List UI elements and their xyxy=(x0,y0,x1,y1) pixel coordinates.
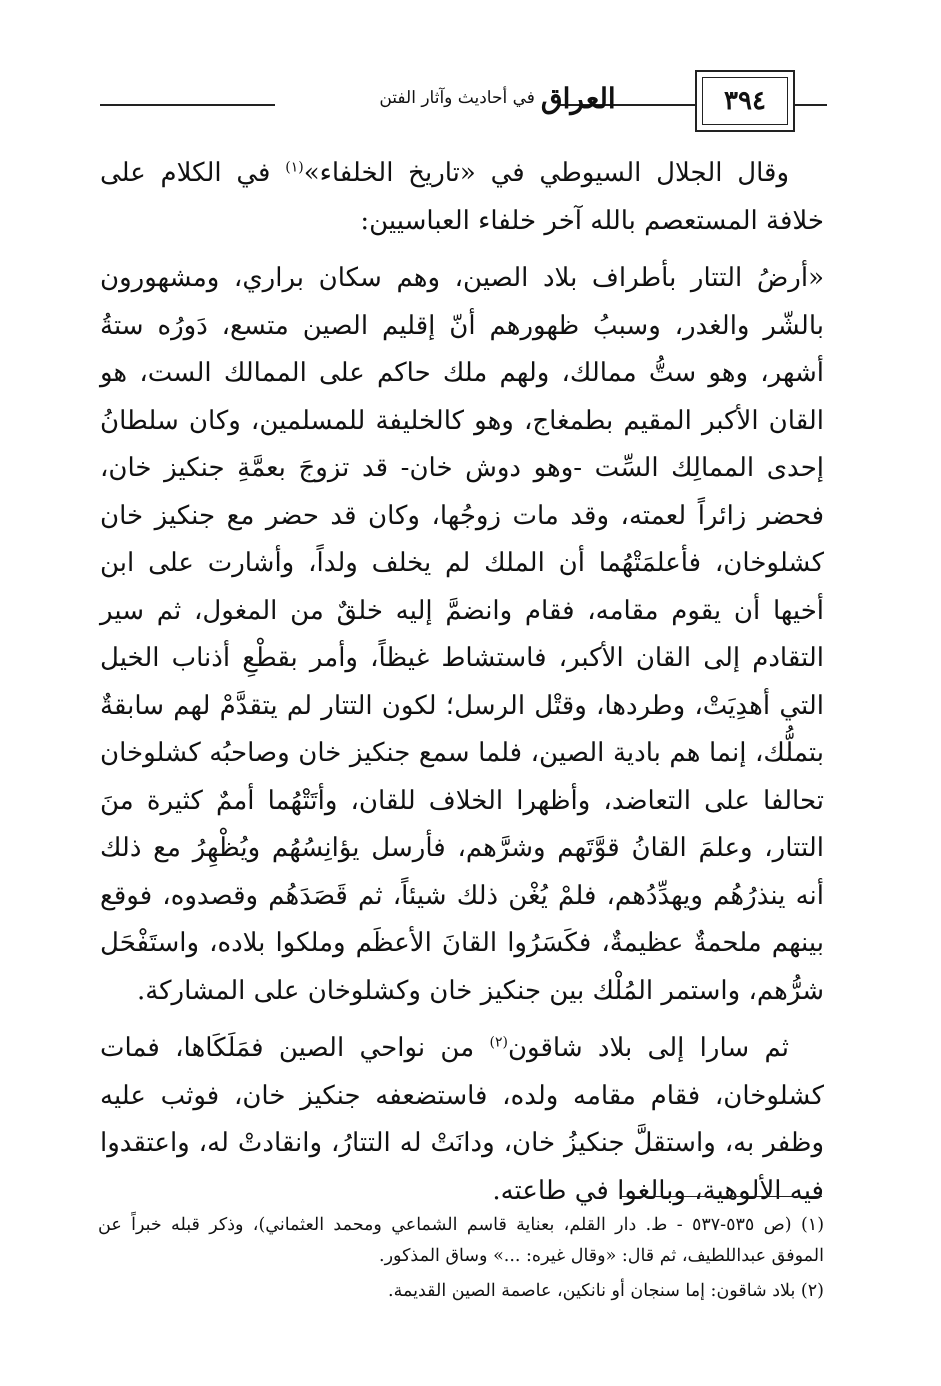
body-text xyxy=(100,150,824,1215)
page-number-box xyxy=(695,70,795,132)
closing-paragraph xyxy=(100,1025,824,1215)
quote-paragraph: «أرضُ التتار بأطراف بلاد الصين، وهم سكان براري، ومشهورون بالشّر والغدر، وسببُ ظهورهم أنّ إقليم الصين متسع، دَورُه ستةُ أشهر، وهو ستُّ ممالك، ولهم ملك حاكم على الممالك الست، هو القان الأكبر المقيم بطمغاج، وهو كالخليفة للمسلمين، وكان سلطانُ إحدى الممالِك السِّت -وهو دوش خان- قد تزوجَ بعمَّةِ جنكيز خان، فحضر زائراً لعمته، وقد مات زوجُها، وكان قد حضر مع جنكيز خان كشلوخان، فأعلمَتْهُما أن الملك لم يخلف ولداً، وأشارت على ابن أخيها أن يقوم مقامه، فقام وانضمَّ إليه خلقٌ من المغول، ثم سير التقادم إلى القان الأكبر، فاستشاط غيظاً، وأمر بقطْعِ أذناب الخيل التي أهدِيَتْ، وطردها، وقتْل الرسل؛ لكون التتار لم يتقدَّمْ لهم سابقةٌ بتملُّك، إنما هم بادية الصين، فلما سمع جنكيز خان وصاحبُه كشلوخان تحالفا على التعاضد، وأظهرا الخلاف للقان، وأتَتْهُما أممٌ كثيرة منَ التتار، وعلمَ القانُ قوَّتَهم وشرَّهم، فأرسل يؤانِسُهُم ويُظْهِرُ مع ذلك أنه ينذرُهُم ويهدِّدُهم، فلمْ يُغْن ذلك شيئاً، ثم قَصَدَهُم وقصدوه، فوقع بينهم ملحمةٌ عظيمةٌ، فكَسَرُوا القانَ الأعظَم وملكوا بلاده، واستَفْحَل شرُّهم، واستمر المُلْك بين جنكيز خان وكشلوخان على المشاركة. xyxy=(100,263,824,1006)
footnote-2: (٢) بلاد شاقون: إما سنجان أو نانكين، عاصمة الصين القديمة. xyxy=(388,1281,824,1301)
running-title-main: العراق xyxy=(540,81,616,115)
page-header xyxy=(0,0,941,150)
footnote-1: (١) (ص ٥٣٥-٥٣٧ - ط. دار القلم، بعناية قاسم الشماعي ومحمد العثماني)، وذكر قبله خبراً عن الموفق عبداللطيف، ثم قال: «وقال غيره: ...» وساق المذكور. xyxy=(98,1215,825,1266)
closing-text-cont: من نواحي الصين فمَلَكَاها، فمات كشلوخان، فقام مقامه ولده، فاستضعفه جنكيز خان، فوثب عليه وظفر به، واستقلَّ جنكيزُ خان، ودانَتْ له التتارُ، وانقادتْ له، واعتقدوا فيه الألوهية، وبالغوا في طاعته. xyxy=(100,1033,824,1206)
footnote-separator xyxy=(622,1196,822,1197)
page-number: ٣٩٤ xyxy=(702,77,788,125)
footnote-ref-2: (٢) xyxy=(489,1034,508,1051)
intro-text: وقال الجلال السيوطي في «تاريخ الخلفاء» xyxy=(303,158,789,188)
intro-paragraph xyxy=(100,150,824,245)
intro-text-cont: في الكلام على خلافة المستعصم بالله آخر خلفاء العباسيين: xyxy=(100,158,824,236)
header-rule-left xyxy=(100,104,275,106)
footnotes xyxy=(98,1210,824,1307)
running-title-rest: في أحاديث وآثار الفتن xyxy=(379,88,535,108)
header-rule-right xyxy=(795,104,827,106)
closing-text: ثم سارا إلى بلاد شاقون xyxy=(507,1033,790,1063)
footnote-ref-1: (١) xyxy=(285,159,304,176)
running-title xyxy=(305,78,690,118)
